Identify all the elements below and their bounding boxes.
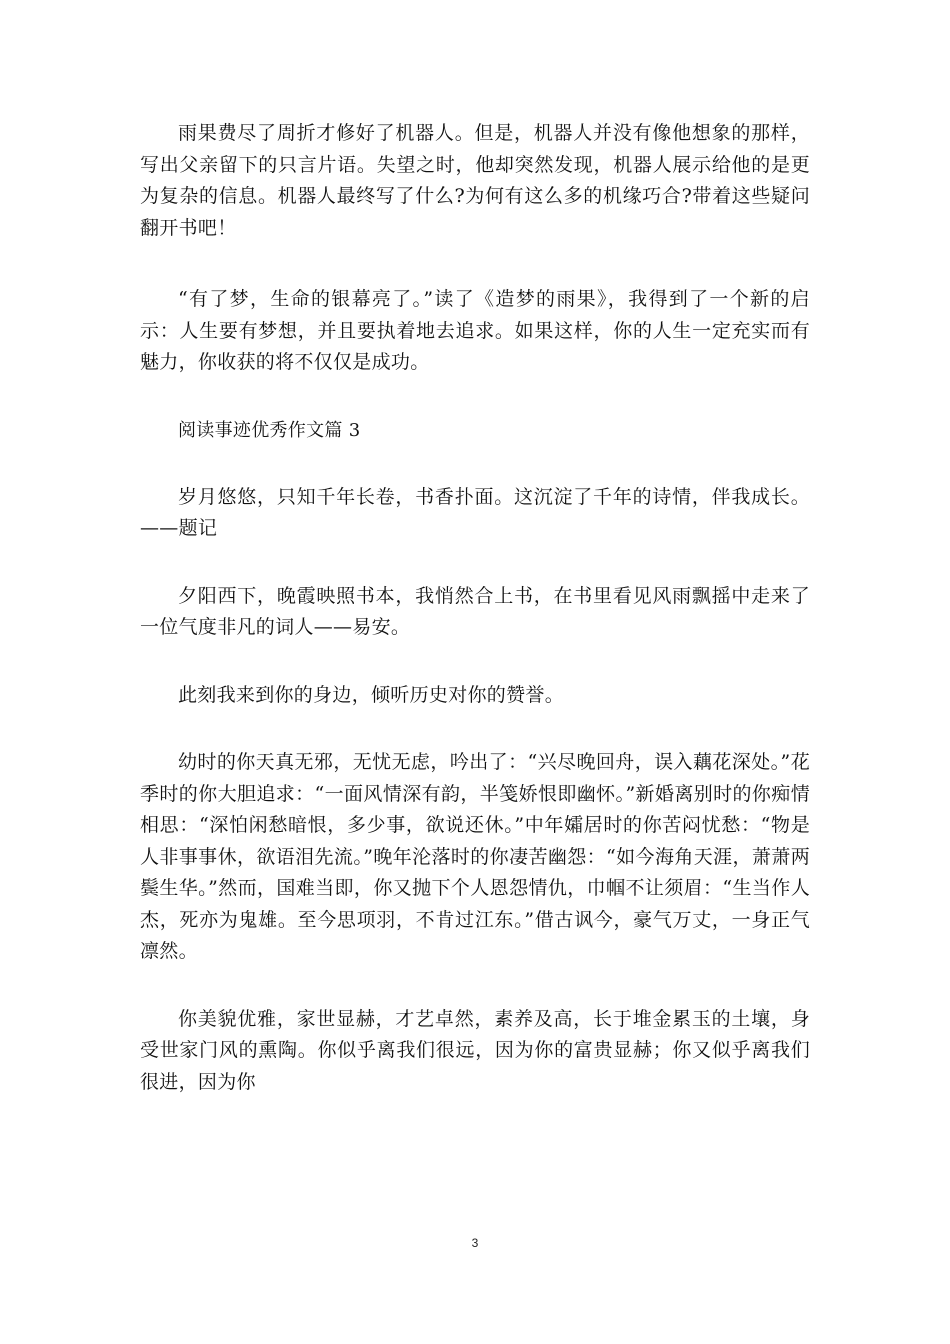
section-heading: 阅读事迹优秀作文篇 3 [178, 419, 361, 441]
paragraph-gap [140, 711, 810, 747]
paragraph-gap [140, 968, 810, 1004]
paragraph-gap [140, 379, 810, 415]
paragraph-gap [140, 545, 810, 581]
paragraph-hugo-robot: 雨果费尽了周折才修好了机器人。但是，机器人并没有像他想象的那样，写出父亲留下的只言片语。失望之时，他却突然发现，机器人展示给他的是更为复杂的信息。机器人最终写了什么?为何有这么多的机缘巧合?带着这些疑问翻开书吧！ [140, 122, 810, 239]
paragraph-elegance: 你美貌优雅，家世显赫，才艺卓然，素养及高，长于堆金累玉的土壤，身受世家门风的熏陶。你似乎离我们很远，因为你的富贵显赫；你又似乎离我们很进，因为你 [140, 1007, 810, 1093]
paragraph-history-praise: 此刻我来到你的身边，倾听历史对你的赞誉。 [178, 683, 565, 706]
paragraph-sunset: 夕阳西下，晚霞映照书本，我悄然合上书，在书里看见风雨飘摇中走来了一位气度非凡的词人——易安。 [140, 584, 810, 638]
paragraph-gap [140, 446, 810, 482]
paragraph-gap [140, 244, 810, 284]
paragraph-dream-inspiration: “有了梦，生命的银幕亮了。”读了《造梦的雨果》，我得到了一个新的启示：人生要有梦想，并且要执着地去追求。如果这样，你的人生一定充实而有魅力，你收获的将不仅仅是成功。 [140, 288, 810, 373]
paragraph-life-stages: 幼时的你天真无邪，无忧无虑，吟出了：“兴尽晚回舟，误入藕花深处。”花季时的你大胆追求：“一面风情深有韵，半笺娇恨即幽怀。”新婚离别时的你痴情相思：“深怕闲愁暗恨，多少事，欲说还休。”中年孀居时的你苦闷忧愁：“物是人非事事休，欲语泪先流。”晚年沦落时的你凄苦幽怨：“如今海角天涯，萧萧两鬓生华。”然而，国难当即，你又抛下个人恩怨情仇，巾帼不让须眉：“生当作人杰，死亦为鬼雄。至今思项羽，不肯过江东。”借古讽今，豪气万丈，一身正气凛然。 [140, 751, 810, 962]
page-number: 3 [471, 1236, 479, 1250]
paragraph-gap [140, 644, 810, 680]
paragraph-epigraph: 岁月悠悠，只知千年长卷，书香扑面。这沉淀了千年的诗情，伴我成长。——题记 [140, 485, 810, 539]
page-body [140, 118, 810, 1098]
